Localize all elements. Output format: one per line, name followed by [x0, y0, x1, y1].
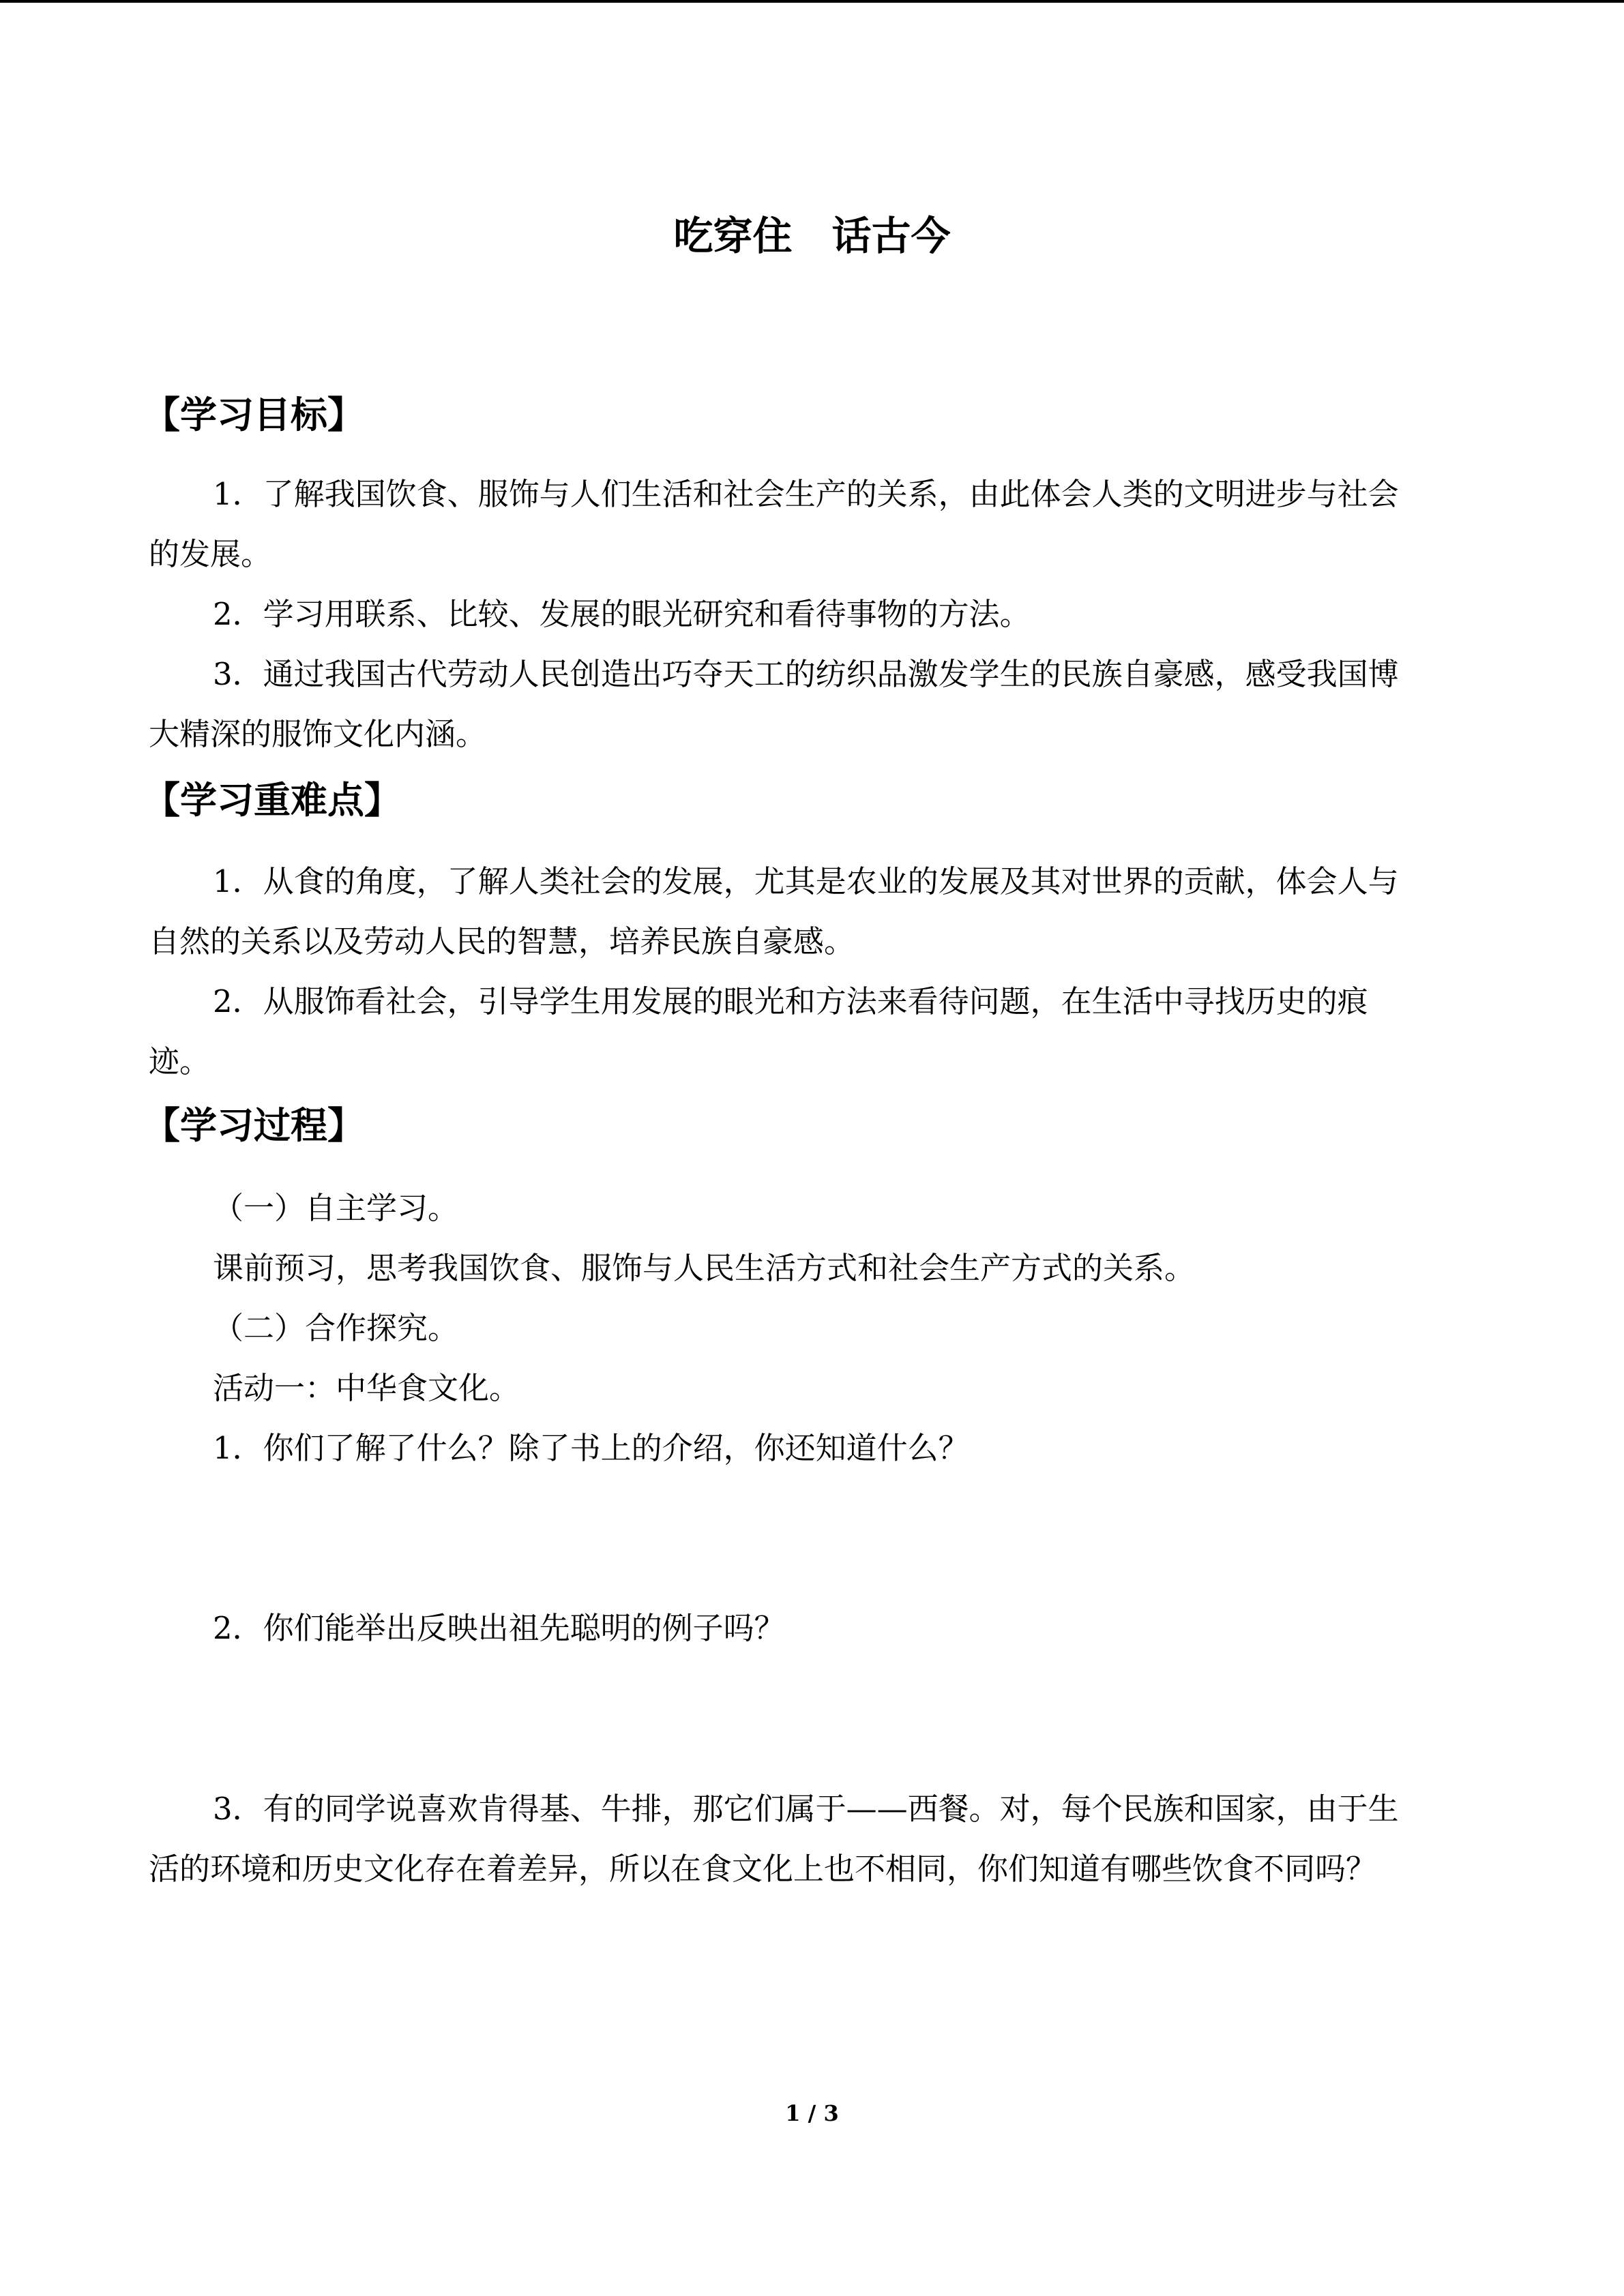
process-line: 课前预习，思考我国饮食、服饰与人民生活方式和社会生产方式的关系。 — [213, 1250, 1196, 1286]
objectives-line: 大精深的服饰文化内涵。 — [149, 716, 487, 752]
objectives-line: 2．学习用联系、比较、发展的眼光研究和看待事物的方法。 — [213, 596, 1031, 632]
question-1: 1．你们了解了什么？除了书上的介绍，你还知道什么？ — [213, 1430, 969, 1466]
process-line: （二）合作探究。 — [213, 1310, 459, 1346]
process-line: 活动一：中华食文化。 — [213, 1370, 520, 1406]
question-3-continued: 活的环境和历史文化存在着差异，所以在食文化上也不相同，你们知道有哪些饮食不同吗？ — [149, 1851, 1377, 1887]
section-heading-objectives: 【学习目标】 — [143, 393, 364, 436]
process-line: （一）自主学习。 — [213, 1190, 459, 1226]
key-points-line: 1．从食的角度，了解人类社会的发展，尤其是农业的发展及其对世界的贡献，体会人与 — [213, 863, 1399, 899]
objectives-line: 的发展。 — [149, 536, 272, 572]
page-top-border — [0, 0, 1624, 3]
section-heading-key-points: 【学习重难点】 — [143, 778, 401, 822]
key-points-line: 迹。 — [149, 1043, 211, 1079]
document-title: 吃穿住 话古今 — [673, 213, 951, 259]
objectives-line: 1．了解我国饮食、服饰与人们生活和社会生产的关系，由此体会人类的文明进步与社会 — [213, 476, 1399, 512]
key-points-line: 2．从服饰看社会，引导学生用发展的眼光和方法来看待问题，在生活中寻找历史的痕 — [213, 983, 1368, 1019]
objectives-line: 3．通过我国古代劳动人民创造出巧夺天工的纺织品激发学生的民族自豪感，感受我国博 — [213, 656, 1399, 692]
page-number: 1 / 3 — [785, 2100, 839, 2126]
section-heading-process: 【学习过程】 — [143, 1103, 364, 1147]
question-3: 3．有的同学说喜欢肯得基、牛排，那它们属于——西餐。对，每个民族和国家，由于生 — [213, 1791, 1399, 1827]
key-points-line: 自然的关系以及劳动人民的智慧，培养民族自豪感。 — [149, 923, 855, 959]
question-2: 2．你们能举出反映出祖先聪明的例子吗？ — [213, 1610, 785, 1646]
